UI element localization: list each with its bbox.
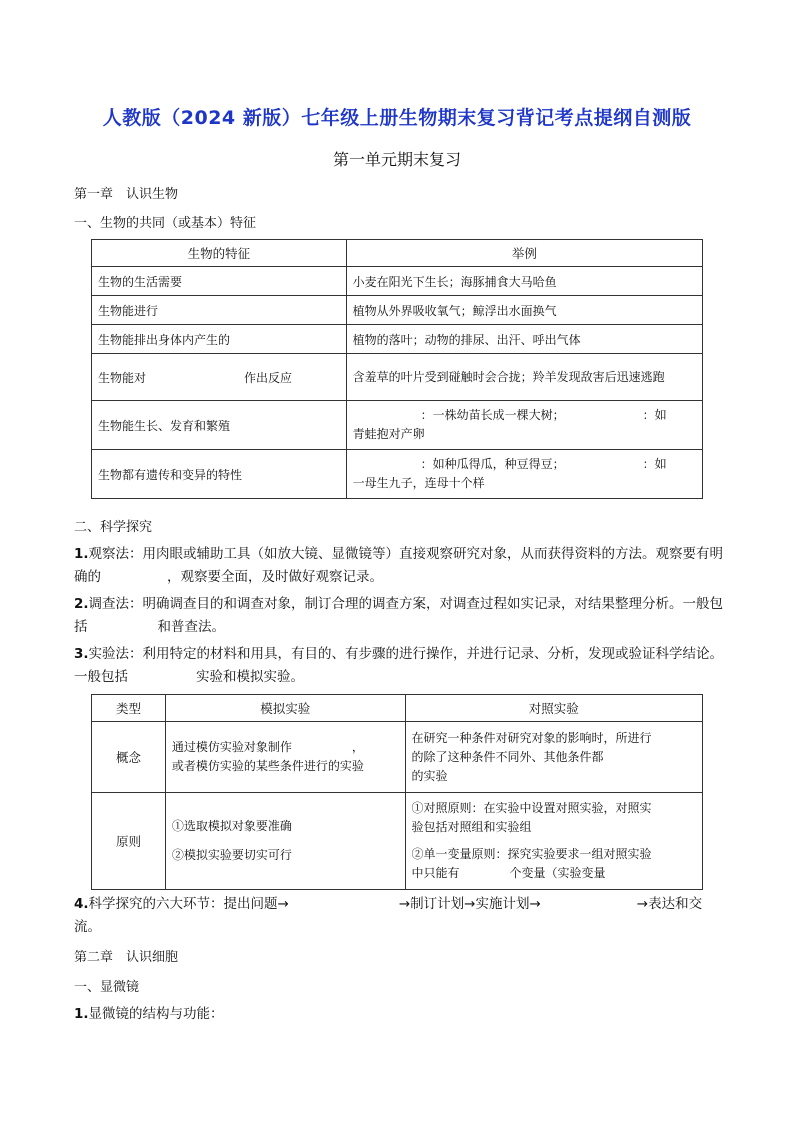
cell-text: ，: [351, 740, 364, 754]
table-header: 举例: [346, 240, 702, 267]
unit-title: 第一单元期末复习: [332, 150, 461, 169]
cell-text: 验包括对照组和实验组: [411, 820, 532, 834]
cell-text: ①选取模拟对象要准确: [171, 819, 292, 833]
table-header-row: [92, 240, 703, 267]
cell-text: ②单一变量原则：探究实验要求一组对照实验: [411, 847, 652, 861]
characteristics-table: [91, 239, 703, 499]
item-number: 1.: [74, 1006, 89, 1022]
feature-cell: 生物能进行: [92, 296, 347, 325]
paragraph-text: 实验和模拟实验。: [196, 669, 304, 685]
simulation-cell: [165, 793, 405, 890]
example-text: ：如种瓜得瓜，种豆得豆；: [420, 457, 565, 471]
section-microscope: 一、显微镜: [74, 980, 140, 995]
paragraph-six-steps: [74, 893, 724, 939]
simulation-cell: [165, 722, 405, 793]
paragraph-text: 流。: [74, 919, 101, 935]
table-row: [92, 793, 703, 890]
example-cell: 植物从外界吸收氧气；鲸浮出水面换气: [346, 296, 702, 325]
table-row: [92, 267, 703, 296]
table-row: [92, 296, 703, 325]
paragraph-microscope-structure: [74, 1003, 724, 1026]
table-row: [92, 450, 703, 499]
paragraph-text: ，观察要全面，及时做好观察记录。: [167, 569, 383, 585]
section-scientific-inquiry: 二、科学探究: [74, 520, 153, 535]
example-cell: 含羞草的叶片受到碰触时会合拢；羚羊发现敌害后迅速逃跑: [346, 354, 702, 401]
paragraph-text: 调查法：明确调查目的和调查对象，制订合理的调查方案，对调查过程如实记录，对结果整理分析。一般包括: [74, 596, 724, 635]
experiment-types-table: [91, 694, 703, 890]
paragraph-text: →表达和交: [636, 896, 703, 912]
paragraph-text: →制订计划→实施计划→: [398, 896, 541, 912]
paragraph-text: 实验法：利用特定的材料和用具，有目的、有步骤的进行操作，并进行记录、分析，发现或验证科学结论。一般包括: [74, 646, 724, 685]
feature-cell: [92, 354, 347, 401]
table-row: [92, 722, 703, 793]
example-text: ：如: [642, 457, 667, 471]
paragraph-experiment: [74, 643, 724, 689]
table-row: [92, 354, 703, 401]
table-header: 对照实验: [405, 695, 702, 722]
feature-cell: 生物的生活需要: [92, 267, 347, 296]
table-row: [92, 401, 703, 450]
example-text: ：一株幼苗长成一棵大树；: [420, 408, 565, 422]
feature-cell: 生物能排出身体内产生的: [92, 325, 347, 354]
cell-text: ①对照原则：在实验中设置对照实验，对照实: [411, 801, 652, 815]
item-number: 2.: [74, 596, 89, 612]
example-text: 青蛙抱对产卵: [352, 427, 425, 441]
item-number: 1.: [74, 546, 89, 562]
table-row: [92, 325, 703, 354]
cell-text: 中只能有: [411, 866, 460, 880]
paragraph-survey: [74, 593, 724, 639]
paragraph-text: 科学探究的六大环节：提出问题→: [88, 896, 289, 912]
feature-text: 生物能对: [98, 370, 147, 385]
section-characteristics: 一、生物的共同（或基本）特征: [74, 216, 257, 231]
chapter1-heading: 第一章 认识生物: [74, 187, 179, 202]
table-header: 生物的特征: [92, 240, 347, 267]
example-cell: 植物的落叶；动物的排尿、出汗、呼出气体: [346, 325, 702, 354]
chapter2-heading: 第二章 认识细胞: [74, 950, 179, 965]
feature-cell: 生物能生长、发育和繁殖: [92, 401, 347, 450]
example-cell: [346, 450, 702, 499]
paragraph-text: 显微镜的结构与功能：: [88, 1006, 224, 1022]
item-number: 3.: [74, 646, 89, 662]
cell-text: 通过模仿实验对象制作: [171, 740, 292, 754]
table-header: 类型: [92, 695, 166, 722]
control-cell: [405, 793, 702, 890]
item-number: 4.: [74, 896, 89, 912]
table-header-row: [92, 695, 703, 722]
feature-text: 作出反应: [244, 370, 293, 385]
cell-text: 的实验: [411, 768, 448, 783]
cell-text: 或者模仿实验的某些条件进行的实验: [171, 759, 364, 773]
cell-text: ②模拟实验要切实可行: [171, 848, 292, 862]
paragraph-text: 观察法：用肉眼或辅助工具（如放大镜、显微镜等）直接观察研究对象，从而获得资料的方法。观察要有明确的: [74, 546, 724, 585]
document-title: 人教版（2024 新版）七年级上册生物期末复习背记考点提纲自测版: [102, 107, 692, 129]
cell-text: 个变量（实验变量: [509, 866, 606, 880]
type-cell: 原则: [92, 793, 166, 890]
example-cell: [346, 401, 702, 450]
cell-text: 的除了这种条件不同外、其他条件都: [411, 749, 604, 764]
cell-text: 在研究一种条件对研究对象的影响时，所进行: [411, 730, 652, 745]
feature-cell: 生物都有遗传和变异的特性: [92, 450, 347, 499]
example-cell: 小麦在阳光下生长；海豚捕食大马哈鱼: [346, 267, 702, 296]
paragraph-observation: [74, 543, 724, 589]
type-cell: 概念: [92, 722, 166, 793]
control-cell: [405, 722, 702, 793]
paragraph-text: 和普查法。: [157, 619, 225, 635]
table-header: 模拟实验: [165, 695, 405, 722]
example-text: 一母生九子，连母十个样: [352, 476, 485, 490]
example-text: ：如: [642, 408, 667, 422]
